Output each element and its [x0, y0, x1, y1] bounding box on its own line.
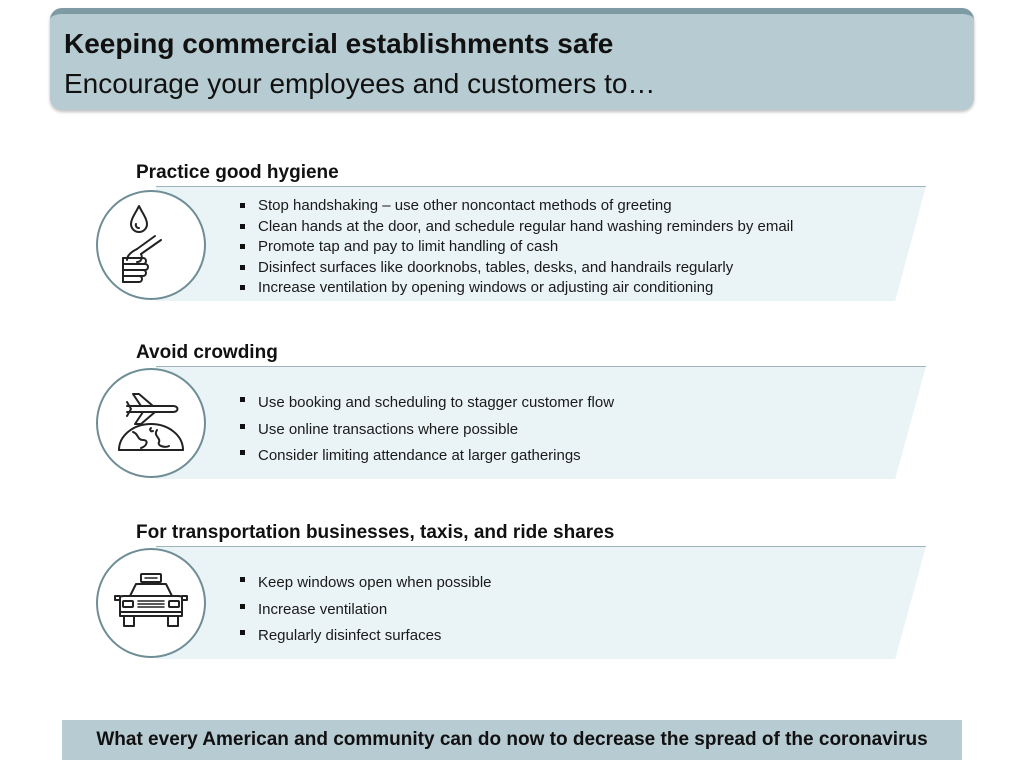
list-item: Use online transactions where possible — [238, 417, 614, 444]
list-item: Use booking and scheduling to stagger customer flow — [238, 390, 614, 417]
taxi-icon — [96, 548, 206, 658]
footer-text: What every American and community can do now to decrease the spread of the coronavirus — [96, 729, 928, 750]
list-item: Disinfect surfaces like doorknobs, tables, desks, and handrails regularly — [238, 258, 793, 279]
section-crowding — [96, 342, 926, 484]
list-item: Consider limiting attendance at larger gatherings — [238, 443, 614, 470]
section-transportation — [96, 522, 926, 664]
list-item: Increase ventilation — [238, 597, 492, 624]
hygiene-hand-drop-icon — [96, 190, 206, 300]
bullet-list — [238, 390, 614, 470]
bullet-list — [238, 196, 793, 299]
list-item: Regularly disinfect surfaces — [238, 623, 492, 650]
page-title: Keeping commercial establishments safe — [64, 28, 614, 59]
section-title: Practice good hygiene — [136, 162, 339, 183]
section-title: For transportation businesses, taxis, and ride shares — [136, 522, 615, 543]
airplane-globe-icon — [96, 368, 206, 478]
list-item: Clean hands at the door, and schedule regular hand washing reminders by email — [238, 217, 793, 238]
page-subtitle: Encourage your employees and customers to… — [64, 68, 656, 99]
list-item: Stop handshaking – use other noncontact methods of greeting — [238, 196, 793, 217]
section-hygiene — [96, 162, 926, 304]
header-banner — [50, 8, 974, 110]
footer-banner — [62, 720, 962, 760]
list-item: Increase ventilation by opening windows or adjusting air conditioning — [238, 278, 793, 299]
bullet-list — [238, 570, 492, 650]
list-item: Keep windows open when possible — [238, 570, 492, 597]
section-title: Avoid crowding — [136, 342, 278, 363]
list-item: Promote tap and pay to limit handling of cash — [238, 237, 793, 258]
